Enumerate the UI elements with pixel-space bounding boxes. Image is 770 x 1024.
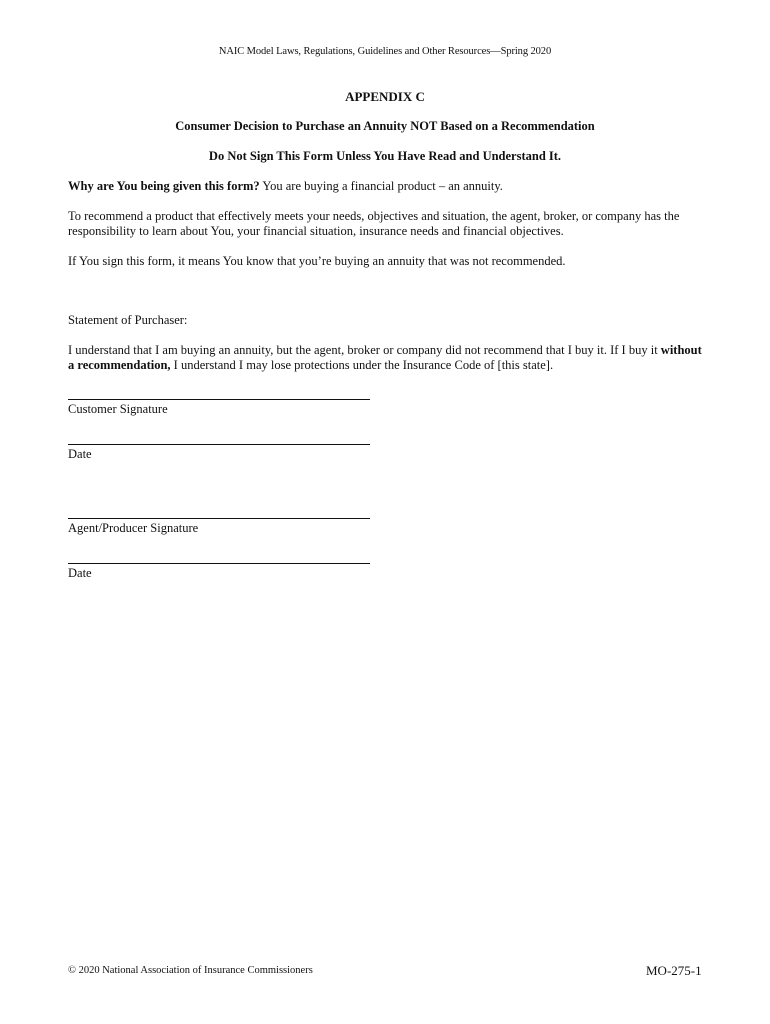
statement-heading: Statement of Purchaser: [68, 313, 188, 327]
statement-bold: without a recommendation, [68, 343, 702, 372]
agent-signature-line[interactable] [68, 518, 370, 519]
date-label-1: Date [68, 447, 92, 461]
customer-signature-line[interactable] [68, 399, 370, 400]
copyright-footer: © 2020 National Association of Insurance Commissioners [68, 965, 313, 976]
form-title: Consumer Decision to Purchase an Annuity NOT Based on a Recommendation [175, 119, 595, 133]
agent-signature-label: Agent/Producer Signature [68, 521, 199, 535]
date-line-2[interactable] [68, 563, 370, 564]
statement-text-1: I understand that I am buying an annuity, but the agent, broker or company did not recommend that I buy it. If I buy it [68, 343, 661, 357]
date-line-1[interactable] [68, 444, 370, 445]
form-number: MO-275-1 [646, 963, 702, 978]
why-question: Why are You being given this form? [68, 179, 260, 193]
sign-warning: Do Not Sign This Form Unless You Have Read and Understand It. [208, 149, 562, 163]
appendix-title: APPENDIX C [345, 89, 425, 104]
why-paragraph [68, 179, 708, 194]
recommend-paragraph: To recommend a product that effectively meets your needs, objectives and situation, the agent, broker, or company has the responsibility to learn about You, your financial situation, insurance needs and financial objectives. [68, 209, 680, 238]
why-answer: You are buying a financial product – an annuity. [259, 179, 503, 193]
customer-signature-label: Customer Signature [68, 402, 168, 416]
statement-paragraph [68, 343, 708, 373]
meaning-paragraph: If You sign this form, it means You know that you’re buying an annuity that was not recommended. [68, 254, 566, 268]
date-label-2: Date [68, 566, 92, 580]
statement-text-2: I understand I may lose protections under the Insurance Code of [this state]. [170, 358, 554, 372]
running-header: NAIC Model Laws, Regulations, Guidelines and Other Resources—Spring 2020 [218, 46, 552, 57]
